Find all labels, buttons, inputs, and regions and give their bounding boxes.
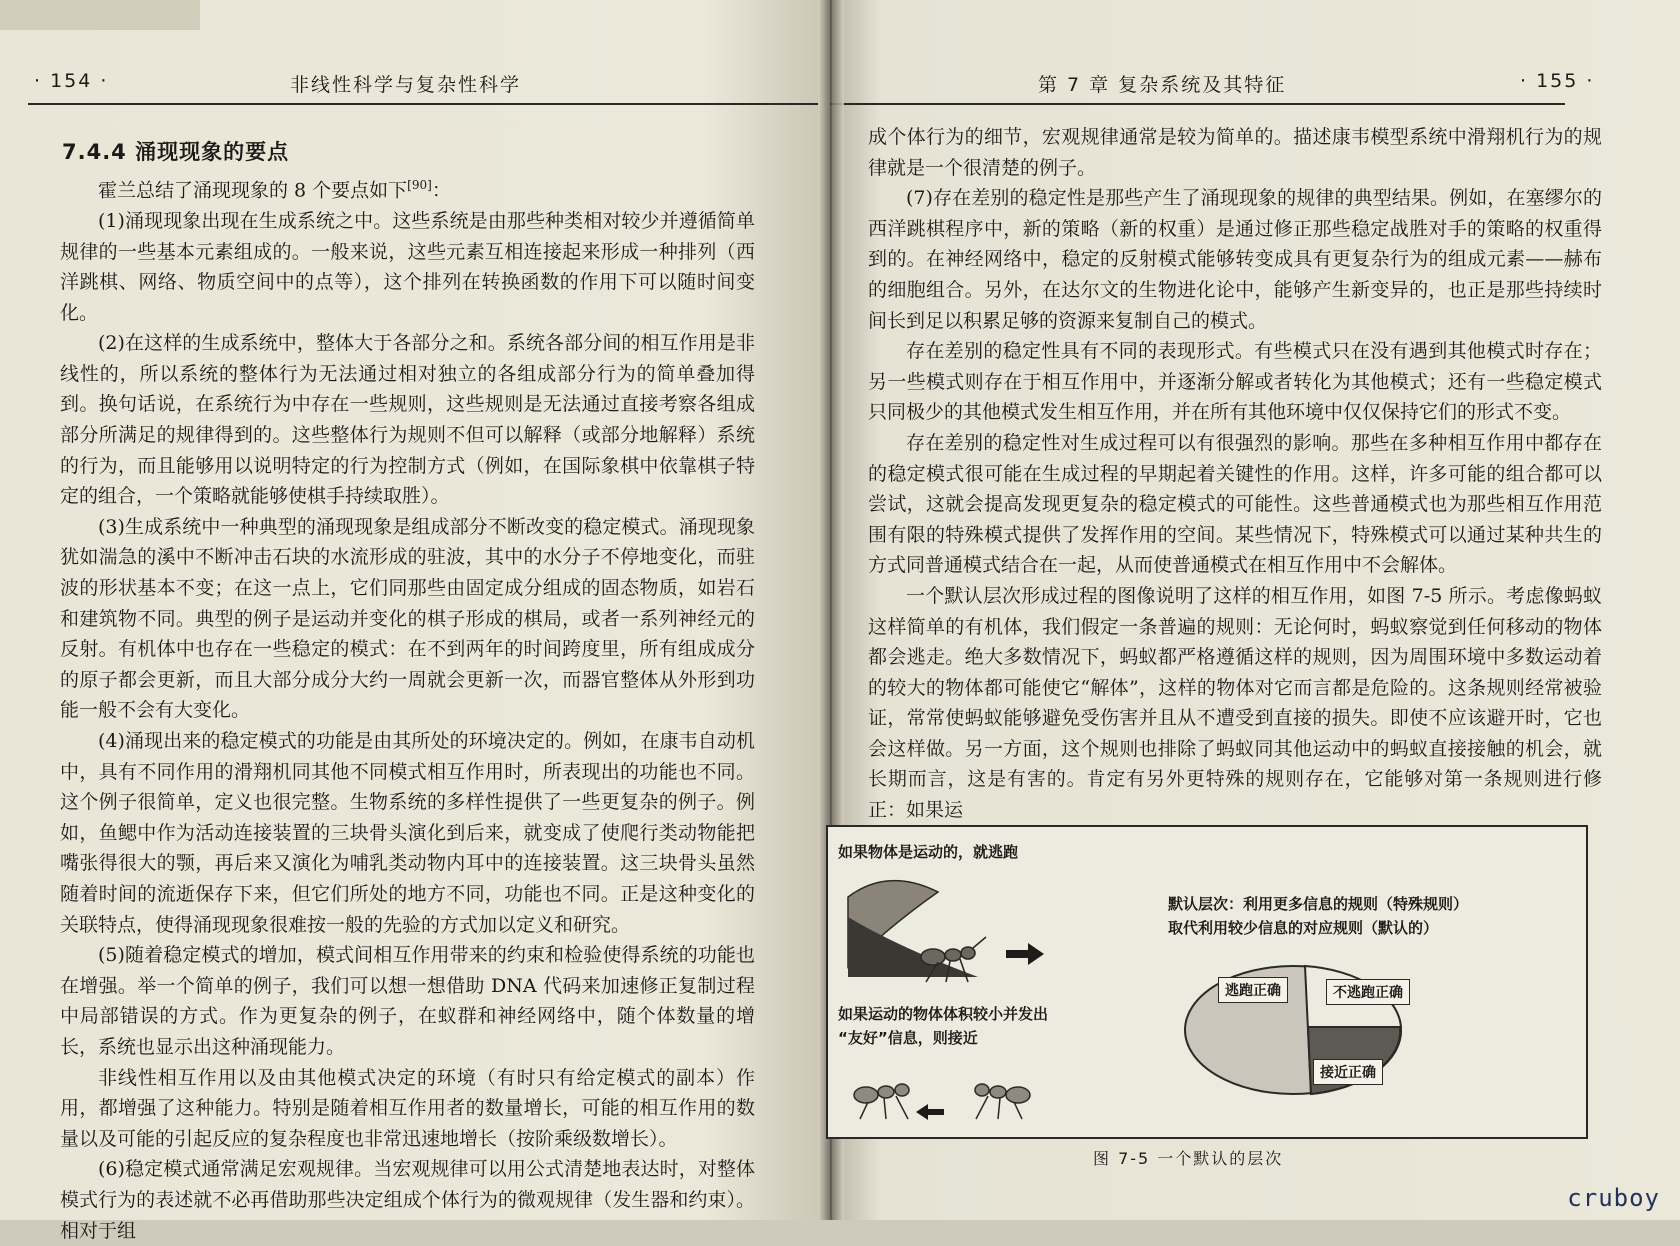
paragraph-7d: 一个默认层次形成过程的图像说明了这样的相互作用，如图 7-5 所示。考虑像蚂蚁这样简单的有机体，我们假定一条普遍的规则：无论何时，蚂蚁察觉到任何移动的物体都会逃走。绝大多数情况下，蚂蚁都严格遵循这样的规则，因为周围环境中多数运动着的较大的物体都可能使它“解体”，这样的物体对它而言都是危险的。这条规则经常被验证，常常使蚂蚁能够避免受伤害并且从不遭受到直接的损失。即使不应该避开时，它也会这样做。另一方面，这个规则也排除了蚂蚁同其他运动中的蚂蚁直接接触的机会，就长期而言，这是有害的。肯定有另外更特殊的规则存在，它能够对第一条规则进行修正：如果运 [868,584,1602,822]
default-hierarchy-line1: 默认层次：利用更多信息的规则（特殊规则） [1168,895,1469,913]
watermark-text: cruboy [1567,1184,1660,1212]
left-page-number: · 154 · [34,70,109,92]
figure-caption: 图 7-5 一个默认的层次 [1093,1149,1284,1168]
paragraph-1: (1)涌现现象出现在生成系统之中。这些系统是由那些种类相对较少并遵循简单规律的一些基本元素组成的。一般来说，这些元素互相连接起来形成一种排列（西洋跳棋、网络、物质空间中的点等），这个排列在转换函数的作用下可以随时间变化。 [60,209,755,324]
right-running-title: 第 7 章 复杂系统及其特征 [1038,74,1287,96]
paragraph-3: (3)生成系统中一种典型的涌现现象是组成部分不断改变的稳定模式。涌现现象犹如湍急的溪中不断冲击石块的水流形成的驻波，其中的水分子不停地变化，而驻波的形状基本不变；在这一点上，它们同那些由固定成分组成的固态物质，如岩石和建筑物不同。典型的例子是运动并变化的棋子形成的棋局，或者一系列神经元的反射。有机体中也存在一些稳定的模式：在不到两年的时间跨度里，所有组成成分的原子都会更新，而且大部分成分大约一周就会更新一次，而器官整体从外形到功能一般不会有大变化。 [60,515,755,722]
paragraph-7: (7)存在差别的稳定性是那些产生了涌现现象的规律的典型结果。例如，在塞缪尔的西洋跳棋程序中，新的策略（新的权重）是通过修正那些稳定战胜对手的策略的权重得到的。在神经网络中，稳定的反射模式能够转变成具有更复杂行为的组成元素——赫布的细胞组合。另外，在达尔文的生物进化论中，能够产生新变异的，也正是那些持续时间长到足以积累足够的资源来复制自己的模式。 [868,187,1602,332]
right-body [868,122,1602,826]
intro-paragraph: 霍兰总结了涌现现象的 8 个要点如下[90]： [98,178,451,202]
approach-rule-line1: 如果运动的物体体积较小并发出 [838,1005,1049,1023]
left-page [0,0,830,1242]
default-hierarchy-line2: 取代利用较少信息的对应规则（默认的） [1168,919,1439,937]
citation-ref: [90] [407,178,432,192]
arrow-left-icon [916,1104,944,1120]
paragraph-5: (5)随着稳定模式的增加，模式间相互作用带来的约束和检验使得系统的功能也在增强。举一个简单的例子，我们可以想一想借助 DNA 代码来加速修正复制过程中局部错误的方式。作为更复杂的例子，在蚁群和神经网络中，随个体数量的增长，系统也显示出这种涌现能力。 [60,944,755,1058]
flee-rule-label: 如果物体是运动的，就逃跑 [838,843,1019,861]
section-title: 7.4.4 涌现现象的要点 [62,140,290,164]
paragraph-6-cont: 成个体行为的细节，宏观规律通常是较为简单的。描述康韦模型系统中滑翔机行为的规律就是一个很清楚的例子。 [868,126,1602,179]
left-running-title: 非线性科学与复杂性科学 [290,74,522,96]
arrow-right-icon [1006,943,1044,965]
paragraph-7c: 存在差别的稳定性对生成过程可以有很强烈的影响。那些在多种相互作用中都存在的稳定模式很可能在生成过程的早期起着关键性的作用。这样，许多可能的组合都可以尝试，这就会提高发现更复杂的稳定模式的可能性。这些普通模式也为那些相互作用范围有限的特殊模式提供了发挥作用的空间。某些情况下，特殊模式可以通过某种共生的方式同普通模式结合在一起，从而使普通模式在相互作用中不会解体。 [868,431,1602,577]
pie-label-approach-correct: 接近正确 [1313,1059,1383,1085]
figure-7-5 [826,825,1588,1139]
right-page-number: · 155 · [1520,70,1595,92]
left-body [60,170,755,1246]
right-header-rule [830,103,1565,105]
paragraph-5b: 非线性相互作用以及由其他模式决定的环境（有时只有给定模式的副本）作用，都增强了这种能力。特别是随着相互作用者的数量增长，可能的相互作用的数量以及可能的引起反应的复杂程度也非常迅速地增长（按阶乘级数增长）。 [60,1066,755,1150]
pie-label-not-flee-correct: 不逃跑正确 [1326,979,1410,1005]
page-corner [0,0,200,30]
paragraph-7b: 存在差别的稳定性具有不同的表现形式。有些模式只在没有遇到其他模式时存在；另一些模式则存在于相互作用中，并逐渐分解或者转化为其他模式；还有一些稳定模式只同极少的其他模式发生相互作用，并在所有其他环境中仅仅保持它们的形式不变。 [868,340,1602,424]
figure-illustration [828,827,1586,1137]
paragraph-4: (4)涌现出来的稳定模式的功能是由其所处的环境决定的。例如，在康韦自动机中，具有不同作用的滑翔机同其他不同模式相互作用时，所表现出的功能也不同。这个例子很简单，定义也很完整。生物系统的多样性提供了一些更复杂的例子。例如，鱼鳃中作为活动连接装置的三块骨头演化到后来，就变成了使爬行类动物能把嘴张得很大的颚，再后来又演化为哺乳类动物内耳中的连接装置。这三块骨头虽然随着时间的流逝保存下来，但它们所处的地方不同，功能也不同。正是这种变化的关联特点，使得涌现现象很难按一般的先验的方式加以定义和研究。 [60,730,755,936]
paragraph-2: (2)在这样的生成系统中，整体大于各部分之和。系统各部分间的相互作用是非线性的，所以系统的整体行为无法通过相对独立的各组成部分行为的简单叠加得到。换句话说，在系统行为中存在一些规则，这些规则是无法通过直接考察各组成部分所满足的规律得到的。这些整体行为规则不但可以解释（或部分地解释）系统的行为，而且能够用以说明特定的行为控制方式（例如，在国际象棋中依靠棋子特定的组合，一个策略就能够使棋手持续取胜）。 [60,332,755,508]
pie-label-flee-correct: 逃跑正确 [1218,977,1288,1003]
left-header-rule [28,103,818,105]
paragraph-6: (6)稳定模式通常满足宏观规律。当宏观规律可以用公式清楚地表达时，对整体模式行为的表述就不必再借助那些决定组成个体行为的微观规律（发生器和约束）。相对于组 [60,1158,755,1242]
approach-rule-line2: “友好”信息，则接近 [838,1029,978,1047]
